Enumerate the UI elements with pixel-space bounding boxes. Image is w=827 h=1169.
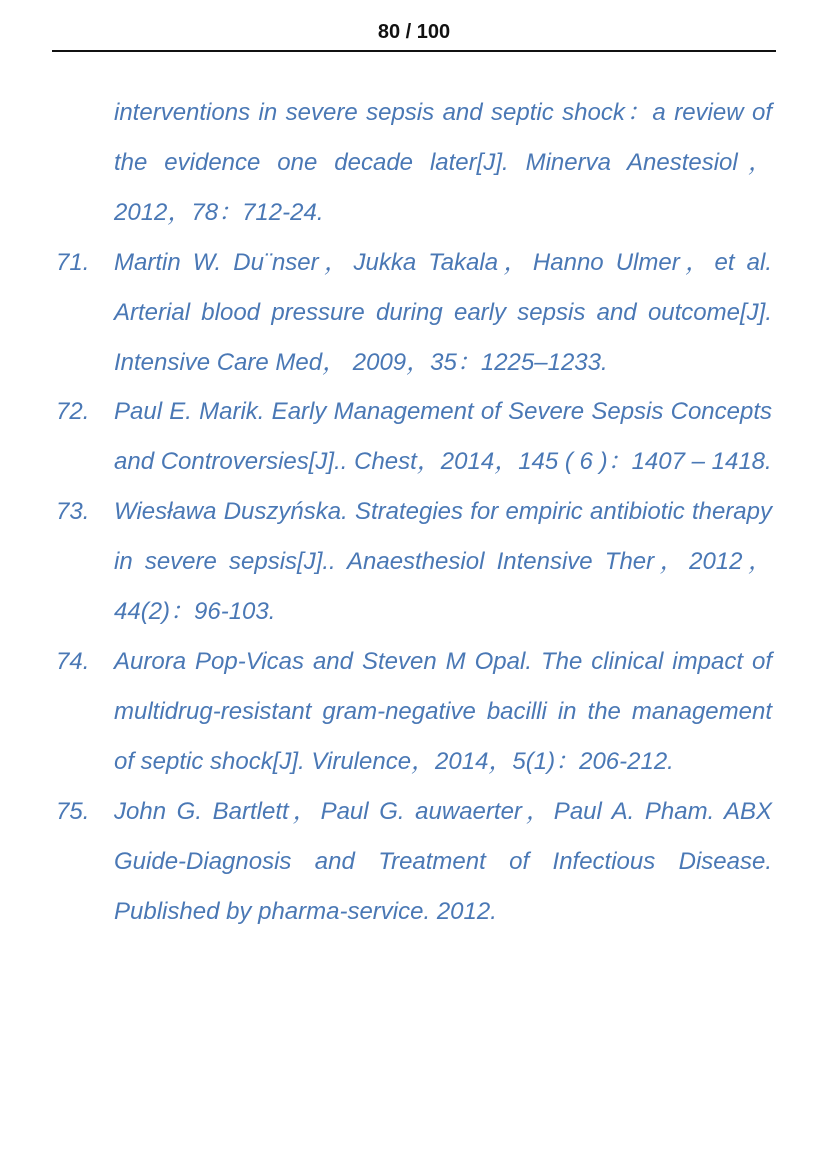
reference-number: 73. xyxy=(56,498,90,526)
reference-entry-71 xyxy=(56,238,772,388)
reference-entry-72 xyxy=(56,387,772,487)
reference-text: Martin W. Du¨nser，Jukka Takala，Hanno Ulmer，et al. Arterial blood pressure during early sepsis and outcome[J]. Intensive Care Med， 2009，35：1225–1233. xyxy=(114,248,772,376)
reference-list xyxy=(56,88,772,936)
reference-entry-73 xyxy=(56,487,772,637)
reference-number: 75. xyxy=(56,797,90,825)
page-number: 80 / 100 xyxy=(377,21,451,43)
reference-text: Paul E. Marik. Early Management of Severe Sepsis Concepts and Controversies[J].. Chest，2014，145 ( 6 )：1407 – 1418. xyxy=(114,398,772,476)
reference-text: Aurora Pop-Vicas and Steven M Opal. The clinical impact of multidrug-resistant gram-negative bacilli in the management of septic shock[J]. Virulence，2014，5(1)：206-212. xyxy=(114,647,772,775)
reference-number: 74. xyxy=(56,647,90,675)
reference-number: 72. xyxy=(56,398,90,426)
reference-text: John G. Bartlett，Paul G. auwaerter，Paul A. Pham. ABX Guide-Diagnosis and Treatment of Infectious Disease. Published by pharma-service. 2012. xyxy=(114,797,772,925)
reference-entry-74 xyxy=(56,637,772,787)
reference-text: interventions in severe sepsis and septic shock：a review of the evidence one decade later[J]. Minerva Anestesiol，2012，78：712-24. xyxy=(114,99,772,226)
page-header xyxy=(52,18,776,52)
reference-entry-75 xyxy=(56,787,772,937)
reference-text: Wiesława Duszyńska. Strategies for empiric antibiotic therapy in severe sepsis[J].. Anaesthesiol Intensive Ther，2012，44(2)：96-103. xyxy=(114,498,772,626)
reference-number: 71. xyxy=(56,248,90,276)
reference-entry-continued xyxy=(56,88,772,238)
